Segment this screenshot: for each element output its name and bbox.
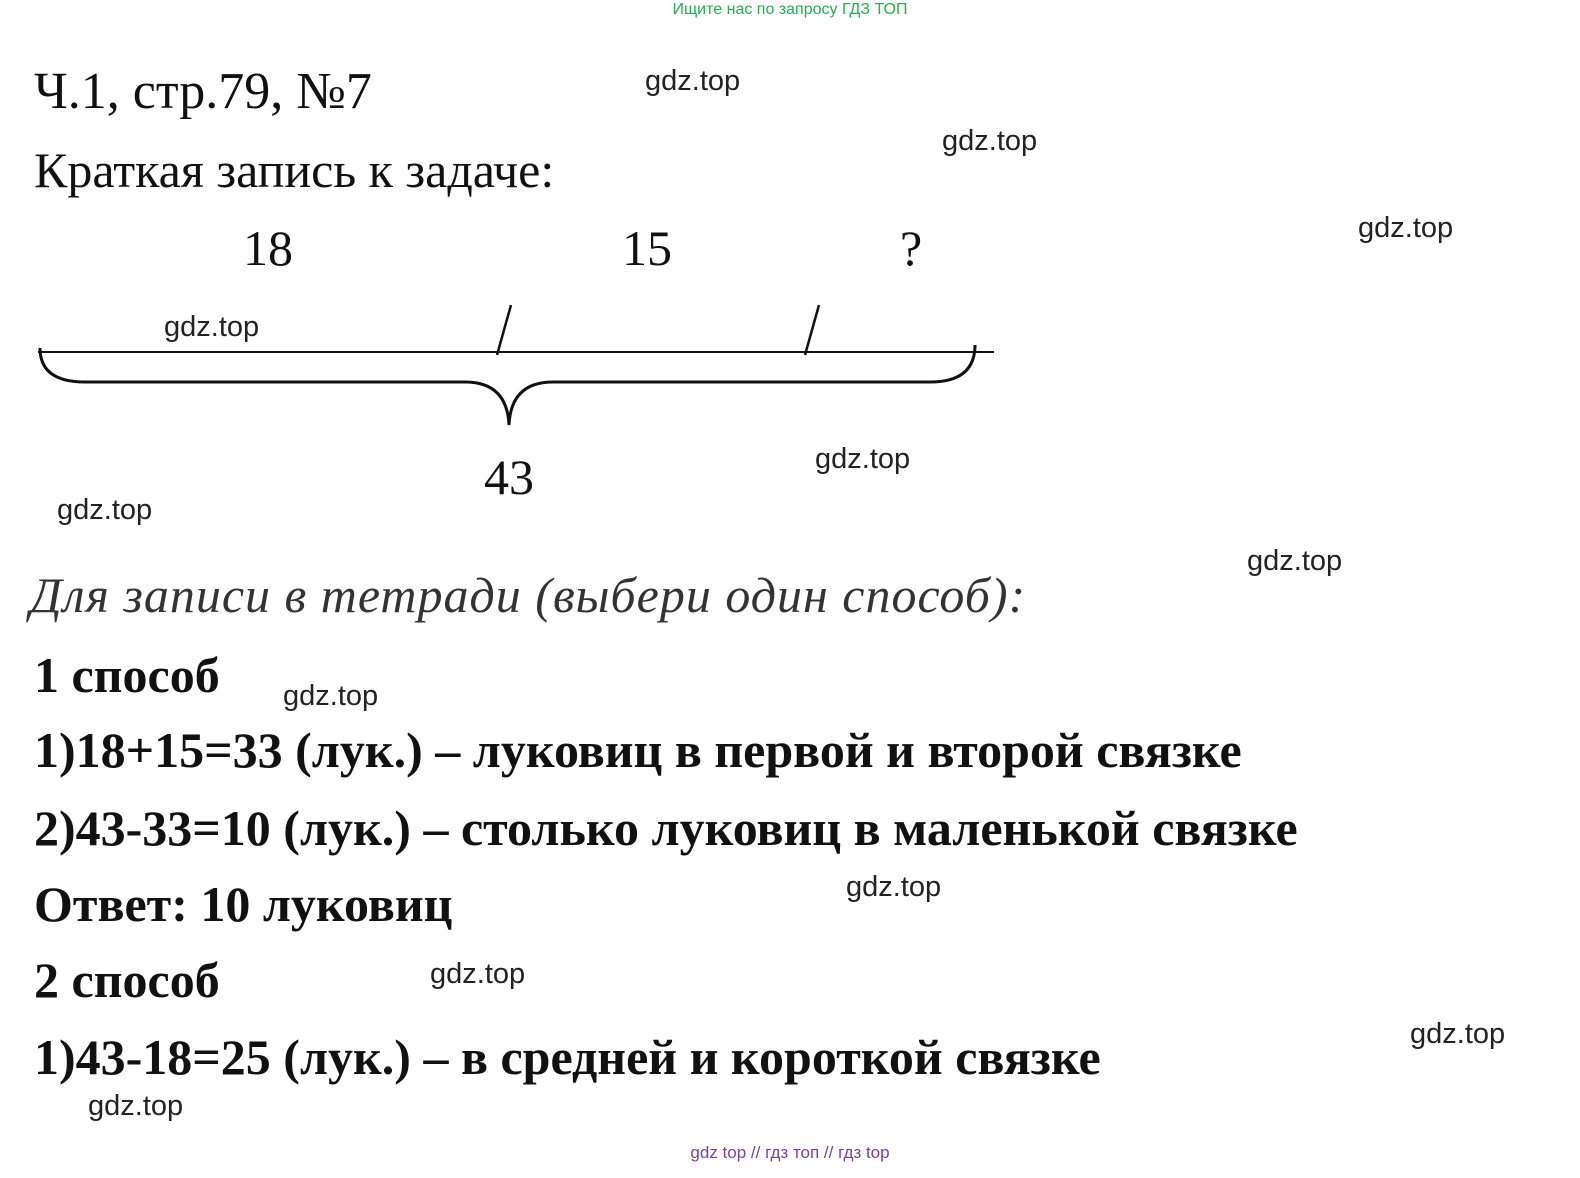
segment-divider-2	[805, 305, 819, 355]
watermark: gdz.top	[164, 311, 260, 343]
watermark: gdz.top	[430, 958, 526, 990]
segment-diagram	[0, 0, 1580, 505]
watermark: gdz.top	[815, 443, 911, 475]
method2-title: 2 способ	[34, 952, 220, 1008]
method2-step-1: 1)43-18=25 (лук.) – в средней и короткой связке	[34, 1029, 1101, 1085]
method1-title: 1 способ	[34, 647, 220, 703]
notebook-note: Для записи в тетради (выбери один способ):	[30, 567, 1027, 623]
watermark: gdz.top	[846, 871, 942, 903]
segment-label-1: 18	[243, 220, 293, 276]
subheading: Краткая запись к задаче:	[34, 142, 555, 198]
method1-answer: Ответ: 10 луковиц	[34, 876, 453, 932]
watermark: gdz.top	[283, 680, 379, 712]
watermark: gdz.top	[57, 494, 153, 526]
watermark: gdz.top	[88, 1090, 184, 1122]
watermark: gdz.top	[1358, 212, 1454, 244]
top-banner: Ищите нас по запросу ГДЗ ТОП	[672, 1, 908, 18]
method1-step-2: 2)43-33=10 (лук.) – столько луковиц в маленькой связке	[34, 800, 1298, 856]
watermark: gdz.top	[942, 125, 1038, 157]
watermark: gdz.top	[1410, 1018, 1506, 1050]
segment-label-3: ?	[900, 220, 923, 276]
total-label: 43	[484, 449, 534, 505]
total-brace	[40, 345, 975, 425]
watermark: gdz.top	[645, 65, 741, 97]
segment-label-2: 15	[622, 220, 672, 276]
footer-links[interactable]: gdz top // гдз топ // гдз top	[690, 1143, 890, 1162]
segment-divider-1	[497, 305, 511, 355]
watermark: gdz.top	[1247, 545, 1343, 577]
page-title: Ч.1, стр.79, №7	[34, 63, 372, 120]
method1-step-1: 1)18+15=33 (лук.) – луковиц в первой и второй связке	[34, 722, 1242, 778]
